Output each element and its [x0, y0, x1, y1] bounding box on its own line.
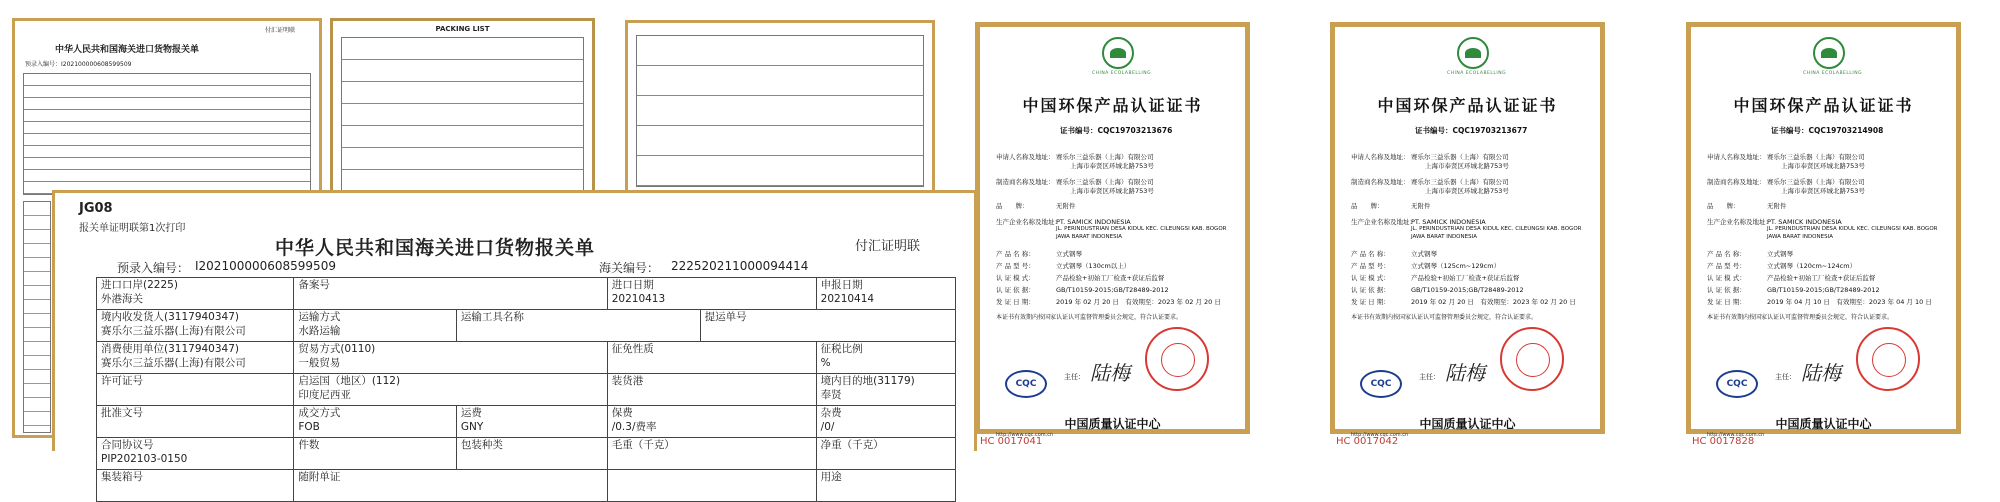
product-row: 产 品 名 称： 立式钢琴 [996, 250, 1082, 258]
standard-row: 认 证 依 据： GB/T10159-2015;GB/T28489-2012 [996, 286, 1169, 294]
copy-label: 付汇证明联 [855, 239, 921, 254]
consumer-cell: 消费使用单位(3117940347) 赛乐尔三益乐器(上海)有限公司 [97, 342, 294, 374]
back-doc-table [23, 73, 311, 195]
license-cell: 许可证号 [97, 374, 294, 406]
mode-row: 认 证 模 式： 产品检验+初始工厂检查+获证后监督 [996, 274, 1165, 282]
eco-label-logo-icon [1102, 37, 1134, 69]
applicant-address: 上海市奉贤区环城北路753号 [1781, 162, 1865, 170]
eco-label-caption: CHINA ECOLABELLING [1092, 71, 1152, 76]
brand-row: 品 牌： 无附件 [996, 202, 1076, 210]
issuing-center: 中国质量认证中心 [1775, 417, 1872, 431]
certification-seal-icon [1856, 327, 1920, 391]
table-row [97, 342, 956, 374]
certificate-serial: HC 0017041 [980, 436, 1043, 447]
director-signature: 陆梅 [1090, 361, 1130, 385]
signer-label: 主任： [1775, 373, 1796, 381]
back-doc-tag: 付汇证明联 [265, 27, 296, 34]
gross-weight-cell: 毛重（千克） [607, 438, 816, 470]
back-doc-title: 中华人民共和国海关进口货物报关单 [55, 45, 200, 55]
deal-mode-cell: 成交方式 FOB [294, 406, 457, 438]
brand-row: 品 牌： 无附件 [1707, 202, 1787, 210]
net-weight-cell: 净重（千克） [816, 438, 955, 470]
contract-cell: 合同协议号 PIP202103-0150 [97, 438, 294, 470]
factory-address: JL. PERINDUSTRIAN DESA KIDUL KEC. CILEUNGSI KAB. BOGOR [1767, 226, 1938, 232]
customs-number: 222520211000094414 [671, 259, 809, 273]
back-doc-left-column [23, 201, 51, 433]
packing-list-title: PACKING LIST [435, 25, 490, 33]
signer-label: 主任： [1064, 373, 1085, 381]
consignee-cell: 境内收发货人(3117940347) 赛乐尔三益乐器(上海)有限公司 [97, 310, 294, 342]
product-row: 产 品 名 称： 立式钢琴 [1707, 250, 1793, 258]
form-title: 中华人民共和国海关进口货物报关单 [275, 237, 596, 259]
certificate-number: 证书编号：CQC19703213676 [1060, 126, 1173, 135]
maker-address: 上海市奉贤区环城北路753号 [1425, 187, 1509, 195]
cqc-logo-icon: CQC [1360, 370, 1402, 398]
maker-address: 上海市奉贤区环城北路753号 [1781, 187, 1865, 195]
form-subtitle: 报关单证明联第1次打印 [79, 223, 186, 234]
pieces-cell: 件数 [294, 438, 457, 470]
website: http://www.cqc.com.cn [1351, 432, 1409, 438]
applicant-row: 申请人名称及地址： 赛乐尔三益乐器（上海）有限公司 [996, 153, 1154, 161]
levy-nature-cell: 征免性质 [607, 342, 816, 374]
factory-address: JL. PERINDUSTRIAN DESA KIDUL KEC. CILEUNGSI KAB. BOGOR [1411, 226, 1582, 232]
validity-note: 本证书有效期内按国家认证认可监督管理委员会规定，符合认证要求。 [996, 314, 1183, 321]
package-type-cell: 包装种类 [456, 438, 607, 470]
model-row: 产 品 型 号： 立式钢琴（125cm~129cm） [1351, 262, 1501, 270]
table-row [97, 374, 956, 406]
eco-label-caption: CHINA ECOLABELLING [1803, 71, 1863, 76]
certificate-serial: HC 0017828 [1692, 436, 1755, 447]
certificate-number: 证书编号：CQC19703214908 [1771, 126, 1884, 135]
preentry-number: I202100000608599509 [195, 259, 336, 273]
table-row [97, 470, 956, 502]
certification-seal-icon [1500, 327, 1564, 391]
certificate-serial: HC 0017042 [1336, 436, 1399, 447]
director-signature: 陆梅 [1445, 361, 1485, 385]
standard-row: 认 证 依 据： GB/T10159-2015;GB/T28489-2012 [1707, 286, 1880, 294]
certificate-3 [1686, 22, 1961, 438]
website: http://www.cqc.com.cn [996, 432, 1054, 438]
certificate-2 [1330, 22, 1605, 438]
model-row: 产 品 型 号： 立式钢琴（130cm以上） [996, 262, 1131, 270]
destination-cell: 境内目的地(31179) 奉贤 [816, 374, 955, 406]
certificate-title: 中国环保产品认证证书 [1022, 96, 1203, 115]
issuing-center: 中国质量认证中心 [1419, 417, 1516, 431]
applicant-address: 上海市奉贤区环城北路753号 [1070, 162, 1154, 170]
bill-no-cell: 提运单号 [700, 310, 955, 342]
misc-fee-cell: 杂费 /0/ [816, 406, 955, 438]
dates-row: 发 证 日 期： 2019 年 02 月 20 日 有效期至：2023 年 02 月 20 日 [1351, 298, 1576, 306]
issuing-center: 中国质量认证中心 [1064, 417, 1161, 431]
mode-row: 认 证 模 式： 产品检验+初始工厂检查+获证后监督 [1351, 274, 1520, 282]
form-code: JG08 [79, 201, 113, 216]
origin-country-cell: 启运国（地区）(112) 印度尼西亚 [294, 374, 607, 406]
blank-cell [607, 470, 816, 502]
maker-row: 制造商名称及地址： 赛乐尔三益乐器（上海）有限公司 [1351, 178, 1509, 186]
declare-date-cell: 申报日期 20210414 [816, 278, 955, 310]
dates-row: 发 证 日 期： 2019 年 02 月 20 日 有效期至：2023 年 02 月 20 日 [996, 298, 1221, 306]
website: http://www.cqc.com.cn [1707, 432, 1765, 438]
port-cell: 进口口岸(2225) 外港海关 [97, 278, 294, 310]
factory-row: 生产企业名称及地址：PT. SAMICK INDONESIA [1351, 218, 1486, 226]
signer-label: 主任： [1419, 373, 1440, 381]
approval-cell: 批准文号 [97, 406, 294, 438]
factory-address-2: JAWA BARAT INDONESIA [1056, 234, 1122, 240]
transport-mode-cell: 运输方式 水路运输 [294, 310, 457, 342]
customs-declaration-form [52, 190, 977, 483]
preentry-label: 预录入编号： [117, 261, 190, 275]
record-no-cell: 备案号 [294, 278, 607, 310]
packing-list-header-grid [341, 37, 584, 209]
form-e-grid [636, 35, 924, 187]
certificate-title: 中国环保产品认证证书 [1733, 96, 1914, 115]
table-row [97, 438, 956, 470]
validity-note: 本证书有效期内按国家认证认可监督管理委员会规定，符合认证要求。 [1707, 314, 1894, 321]
certificate-title: 中国环保产品认证证书 [1377, 96, 1558, 115]
applicant-row: 申请人名称及地址： 赛乐尔三益乐器（上海）有限公司 [1351, 153, 1509, 161]
factory-address-2: JAWA BARAT INDONESIA [1767, 234, 1833, 240]
cqc-logo-icon: CQC [1005, 370, 1047, 398]
insurance-cell: 保费 /0.3/费率 [607, 406, 816, 438]
dates-row: 发 证 日 期： 2019 年 04 月 10 日 有效期至：2023 年 04 月 10 日 [1707, 298, 1932, 306]
import-date-cell: 进口日期 20210413 [607, 278, 816, 310]
applicant-address: 上海市奉贤区环城北路753号 [1425, 162, 1509, 170]
director-signature: 陆梅 [1801, 361, 1841, 385]
factory-row: 生产企业名称及地址：PT. SAMICK INDONESIA [996, 218, 1131, 226]
maker-row: 制造商名称及地址： 赛乐尔三益乐器（上海）有限公司 [996, 178, 1154, 186]
eco-label-logo-icon [1813, 37, 1845, 69]
container-cell: 集装箱号 [97, 470, 294, 502]
eco-label-caption: CHINA ECOLABELLING [1447, 71, 1507, 76]
applicant-row: 申请人名称及地址： 赛乐尔三益乐器（上海）有限公司 [1707, 153, 1865, 161]
validity-note: 本证书有效期内按国家认证认可监督管理委员会规定，符合认证要求。 [1351, 314, 1538, 321]
table-row [97, 278, 956, 310]
back-doc-preentry: 预录入编号：I202100000608599509 [25, 61, 132, 68]
standard-row: 认 证 依 据： GB/T10159-2015;GB/T28489-2012 [1351, 286, 1524, 294]
freight-cell: 运费 GNY [456, 406, 607, 438]
cqc-logo-icon: CQC [1716, 370, 1758, 398]
table-row [97, 406, 956, 438]
factory-address: JL. PERINDUSTRIAN DESA KIDUL KEC. CILEUNGSI KAB. BOGOR [1056, 226, 1227, 232]
factory-address-2: JAWA BARAT INDONESIA [1411, 234, 1477, 240]
loading-port-cell: 装货港 [607, 374, 816, 406]
mode-row: 认 证 模 式： 产品检验+初始工厂检查+获证后监督 [1707, 274, 1876, 282]
declaration-table [96, 277, 956, 502]
certificate-1 [975, 22, 1250, 438]
eco-label-logo-icon [1457, 37, 1489, 69]
usage-cell: 用途 [816, 470, 955, 502]
levy-ratio-cell: 征税比例 % [816, 342, 955, 374]
model-row: 产 品 型 号： 立式钢琴（120cm~124cm） [1707, 262, 1857, 270]
certification-seal-icon [1145, 327, 1209, 391]
brand-row: 品 牌： 无附件 [1351, 202, 1431, 210]
trade-mode-cell: 贸易方式(0110) 一般贸易 [294, 342, 607, 374]
customs-no-label: 海关编号： [599, 261, 660, 275]
vehicle-name-cell: 运输工具名称 [456, 310, 700, 342]
factory-row: 生产企业名称及地址：PT. SAMICK INDONESIA [1707, 218, 1842, 226]
attached-docs-cell: 随附单证 [294, 470, 607, 502]
maker-row: 制造商名称及地址： 赛乐尔三益乐器（上海）有限公司 [1707, 178, 1865, 186]
product-row: 产 品 名 称： 立式钢琴 [1351, 250, 1437, 258]
certificate-number: 证书编号：CQC19703213677 [1415, 126, 1528, 135]
maker-address: 上海市奉贤区环城北路753号 [1070, 187, 1154, 195]
table-row [97, 310, 956, 342]
